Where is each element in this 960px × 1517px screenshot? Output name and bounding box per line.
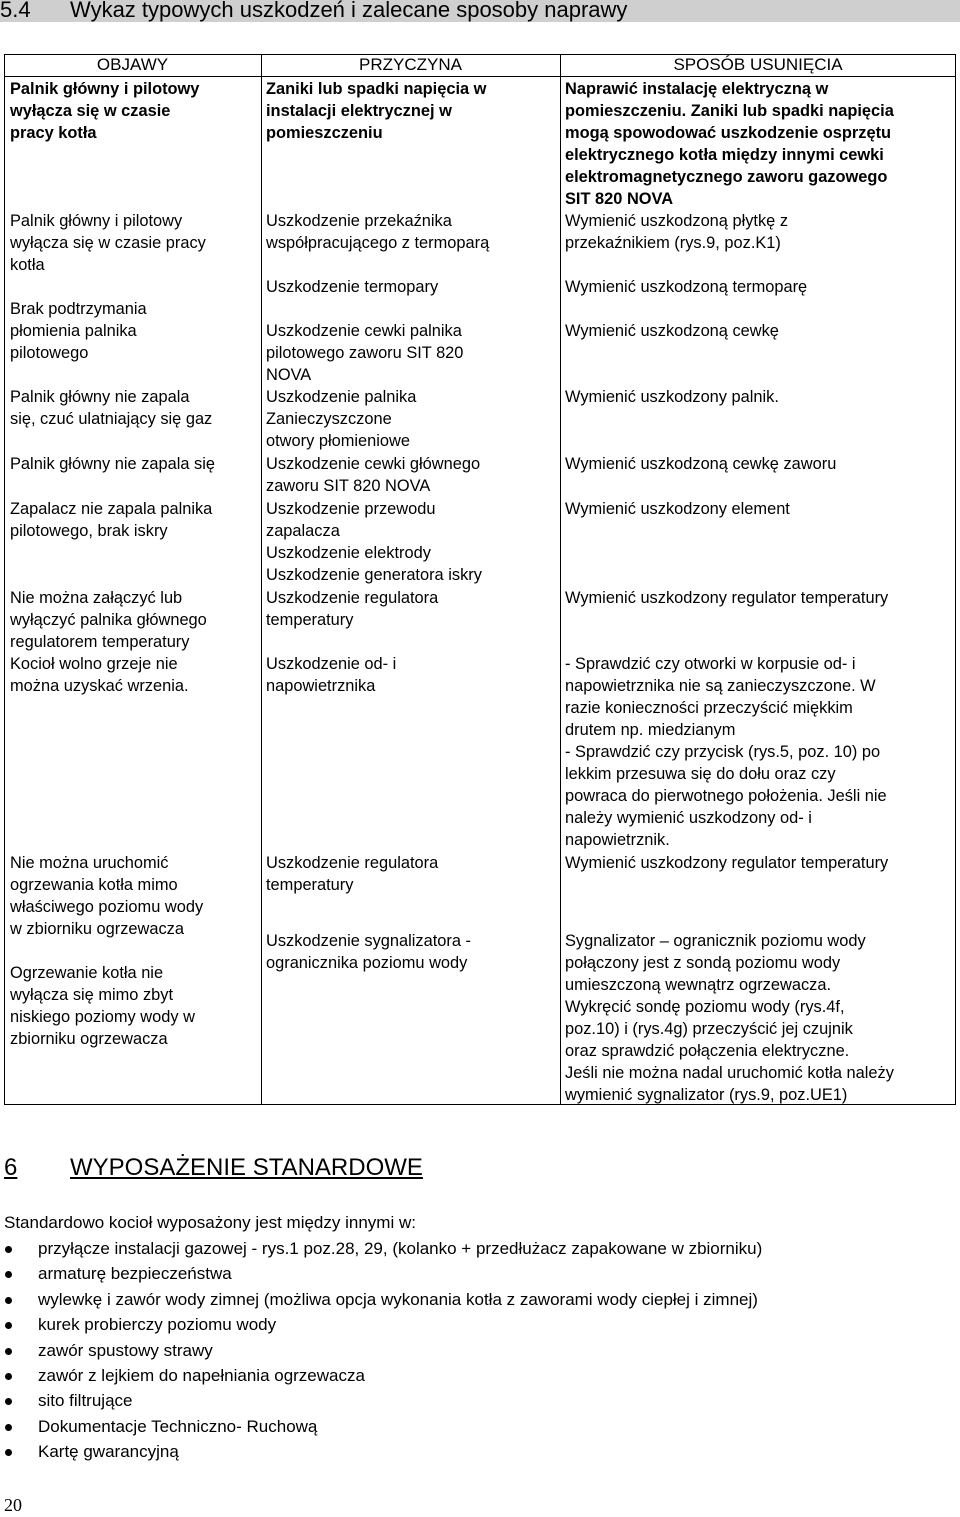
- table-cell: Uszkodzenie sygnalizatora - ogranicznika poziomu wody: [266, 932, 471, 972]
- list-item: Dokumentacje Techniczno- Ruchową: [0, 1416, 960, 1441]
- table-cell: Palnik główny nie zapala się, czuć ulatniający się gaz: [10, 388, 213, 428]
- table-cell: Wymienić uszkodzoną cewkę: [565, 322, 779, 340]
- table-cell: Wymienić uszkodzony palnik.: [565, 388, 779, 406]
- page-number: 20: [4, 1495, 22, 1515]
- list-item: armaturę bezpieczeństwa: [0, 1263, 960, 1288]
- table-cell: Zaniki lub spadki napięcia w instalacji elektrycznej w pomieszczeniu: [266, 80, 487, 142]
- table-cell: Palnik główny i pilotowy wyłącza się w czasie pracy kotła: [10, 212, 206, 274]
- section-heading-5-4: [0, 0, 960, 22]
- list-item: kurek probierczy poziomu wody: [0, 1314, 960, 1339]
- section-title: WYPOSAŻENIE STANARDOWE: [70, 1154, 423, 1181]
- bullet-icon: [5, 1297, 12, 1304]
- list-item: przyłącze instalacji gazowej - rys.1 poz.28, 29, (kolanko + przedłużacz zapakowane w zbiorniku): [0, 1238, 960, 1263]
- list-item: sito filtrujące: [0, 1390, 960, 1415]
- header-sposob: SPOSÓB USUNIĘCIA: [673, 55, 843, 74]
- table-cell: Wymienić uszkodzoną cewkę zaworu: [565, 455, 837, 473]
- equipment-list: [0, 1238, 960, 1467]
- list-item: zawór spustowy strawy: [0, 1340, 960, 1365]
- list-item: Kartę gwarancyjną: [0, 1441, 960, 1466]
- table-divider: [261, 54, 262, 1105]
- table-header: [4, 54, 956, 76]
- bullet-icon: [5, 1322, 12, 1329]
- table-cell: Uszkodzenie cewki palnika pilotowego zaworu SIT 820 NOVA: [266, 322, 464, 384]
- section-title: Wykaz typowych uszkodzeń i zalecane sposoby naprawy: [70, 0, 628, 22]
- bullet-icon: [5, 1449, 12, 1456]
- table-cell: Wymienić uszkodzony regulator temperatury: [565, 854, 889, 872]
- table-cell: Sygnalizator – ogranicznik poziomu wody połączony jest z sondą poziomu wody umieszczoną wewnątrz ogrzewacza. Wykręcić sondę poziomu wody (rys.4f, poz.10) i (rys.4g) przeczyścić jej czujnik oraz sprawdzić połączenia elektryczne. Jeśli nie można nadal uruchomić kotła należy wymienić sygnalizator (rys.9, poz.UE1): [565, 932, 894, 1104]
- bullet-icon: [5, 1271, 12, 1278]
- intro-text: Standardowo kocioł wyposażony jest między innymi w:: [4, 1213, 416, 1232]
- table-cell: Uszkodzenie przewodu zapalacza Uszkodzenie elektrody Uszkodzenie generatora iskry: [266, 500, 482, 584]
- table-cell: Wymienić uszkodzony regulator temperatury: [565, 589, 889, 607]
- table-cell: Wymienić uszkodzoną termoparę: [565, 278, 808, 296]
- table-cell: Brak podtrzymania płomienia palnika pilotowego: [10, 300, 147, 362]
- bullet-icon: [5, 1348, 12, 1355]
- table-cell: Zapalacz nie zapala palnika pilotowego, brak iskry: [10, 500, 213, 540]
- table-cell: Uszkodzenie regulatora temperatury: [266, 854, 439, 894]
- table-cell: - Sprawdzić czy otworki w korpusie od- i napowietrznika nie są zanieczyszczone. W razie konieczności przeczyścić miękkim drutem np. miedzianym - Sprawdzić czy przycisk (rys.5, poz. 10) po lekkim przesuwa się do dołu oraz czy powraca do pierwotnego położenia. Jeśli nie należy wymienić uszkodzony od- i napowietrznik.: [565, 655, 887, 849]
- bullet-icon: [5, 1398, 12, 1405]
- list-item: wylewkę i zawór wody zimnej (możliwa opcja wykonania kotła z zaworami wody ciepłej i zimnej): [0, 1289, 960, 1314]
- section-number: 5.4: [0, 0, 31, 22]
- table-cell: Ogrzewanie kotła nie wyłącza się mimo zbyt niskiego poziomy wody w zbiorniku ogrzewacza: [10, 964, 195, 1048]
- list-item: zawór z lejkiem do napełniania ogrzewacza: [0, 1365, 960, 1390]
- bullet-icon: [5, 1246, 12, 1253]
- table-cell: Wymienić uszkodzony element: [565, 500, 790, 518]
- table-cell: Nie można załączyć lub wyłączyć palnika głównego regulatorem temperatury: [10, 589, 207, 651]
- table-divider: [4, 76, 956, 77]
- table-cell: Uszkodzenie przekaźnika współpracującego z termoparą: [266, 212, 490, 252]
- table-cell: Uszkodzenie regulatora temperatury: [266, 589, 439, 629]
- section-number: 6: [4, 1154, 18, 1181]
- table-cell: Uszkodzenie cewki głównego zaworu SIT 820 NOVA: [266, 455, 481, 495]
- table-cell: Nie można uruchomić ogrzewania kotła mimo właściwego poziomu wody w zbiorniku ogrzewacza: [10, 854, 204, 938]
- table-cell: Uszkodzenie od- i napowietrznika: [266, 655, 397, 695]
- table-cell: Uszkodzenie palnika Zanieczyszczone otwory płomieniowe: [266, 388, 417, 450]
- header-objawy: OBJAWY: [96, 55, 169, 74]
- table-cell: Palnik główny nie zapala się: [10, 455, 216, 473]
- bullet-icon: [5, 1373, 12, 1380]
- table-cell: Uszkodzenie termopary: [266, 278, 439, 296]
- bullet-icon: [5, 1424, 12, 1431]
- table-cell: Wymienić uszkodzoną płytkę z przekaźnikiem (rys.9, poz.K1): [565, 212, 789, 252]
- table-cell: Kocioł wolno grzeje nie można uzyskać wrzenia.: [10, 655, 189, 695]
- header-przyczyna: PRZYCZYNA: [359, 55, 462, 74]
- table-cell: Palnik główny i pilotowy wyłącza się w czasie pracy kotła: [10, 80, 200, 142]
- table-cell: Naprawić instalację elektryczną w pomieszczeniu. Zaniki lub spadki napięcia mogą spowodować uszkodzenie osprzętu elektrycznego kotła między innymi cewki elektromagnetycznego zaworu gazowego SIT 820 NOVA: [565, 80, 894, 208]
